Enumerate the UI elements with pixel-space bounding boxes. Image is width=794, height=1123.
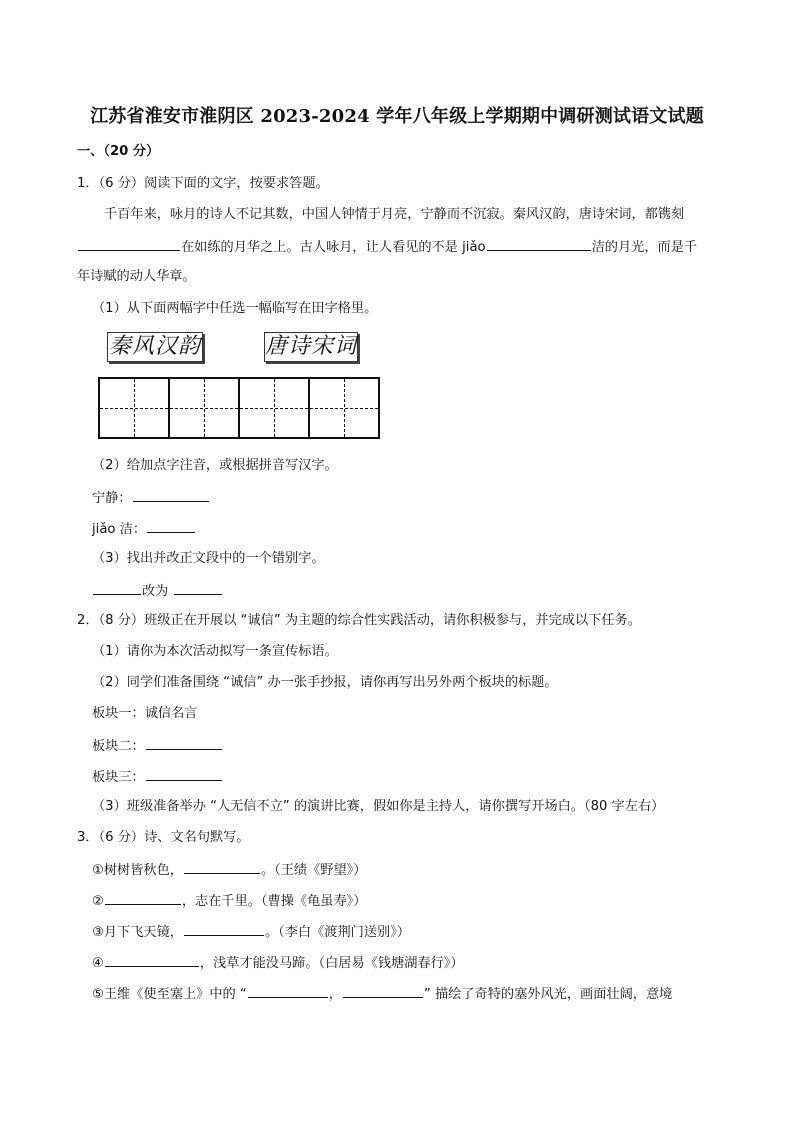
answer-blank[interactable] (174, 581, 222, 595)
q1-stem: 1．（6 分）阅读下面的文字，按要求答题。 (77, 176, 329, 191)
q1-sub2-b (92, 519, 196, 539)
answer-blank[interactable] (487, 237, 591, 251)
answer-blank[interactable] (105, 891, 181, 905)
q3-item-1: ①树树皆秋色， 。（王绩《野望》） (92, 860, 366, 880)
answer-blank[interactable] (343, 984, 423, 998)
q3-item-4: ④ ，浅草才能没马蹄。（白居易《钱塘湖春行》） (92, 953, 464, 973)
answer-blank[interactable] (133, 488, 209, 502)
q3-item-5: ⑤王维《使至塞上》中的 “ ， ” 描绘了奇特的塞外风光，画面壮阔，意境 (92, 984, 672, 1004)
q2-stem: 2．（8 分）班级正在开展以 “诚信” 为主题的综合性实践活动，请你积极参与，并完成以下任务。 (77, 613, 641, 628)
q2-block-2 (92, 736, 223, 756)
q1-sub2-a-label: 宁静： (92, 491, 132, 506)
q1-sub3-fix-label: 改为 (142, 584, 169, 599)
grid-cell[interactable] (170, 379, 240, 437)
q1-sub2: （2）给加点字注音，或根据拼音写汉字。 (92, 458, 338, 473)
q1-paragraph-text: 在如练的月华之上。古人咏月，让人看见的不是 jiǎo (181, 240, 486, 255)
grid-cell[interactable] (310, 379, 378, 437)
q1-sub2-b-label: jiǎo 洁： (92, 522, 147, 537)
page-title: 江苏省淮安市淮阴区 2023-2024 学年八年级上学期期中调研测试语文试题 (90, 106, 704, 127)
section-heading: 一、（20 分） (77, 144, 160, 159)
q1-sub3-fix (92, 581, 223, 601)
q2-block-3 (92, 767, 223, 787)
q2-block-1: 板块一：诚信名言 (92, 706, 198, 721)
calligraphy-sample-2: 唐诗宋词 (264, 332, 358, 362)
calligraphy-sample-1: 秦风汉韵 (107, 332, 203, 362)
answer-blank[interactable] (146, 736, 222, 750)
q1-sub2-a (92, 488, 210, 508)
answer-blank[interactable] (105, 953, 199, 967)
answer-blank[interactable] (248, 984, 328, 998)
q1-paragraph-line-3: 年诗赋的动人华章。 (77, 269, 196, 284)
grid-cell[interactable] (100, 379, 170, 437)
answer-blank[interactable] (147, 519, 195, 533)
q1-paragraph-line-2 (77, 237, 697, 257)
tianzige-grid[interactable] (98, 377, 380, 439)
q2-block-3-label: 板块三： (92, 770, 145, 785)
grid-cell[interactable] (240, 379, 310, 437)
q2-sub2: （2）同学们准备围绕 “诚信” 办一张手抄报，请你再写出另外两个板块的标题。 (92, 675, 558, 690)
answer-blank[interactable] (184, 922, 264, 936)
q2-sub3: （3）班级准备举办 “人无信不立” 的演讲比赛，假如你是主持人，请你撰写开场白。（80 字左右） (92, 799, 665, 814)
q1-sub3: （3）找出并改正文段中的一个错别字。 (92, 551, 325, 566)
q1-paragraph-line-1: 千百年来，咏月的诗人不记其数，中国人钟情于月亮，宁静而不沉寂。秦风汉韵，唐诗宋词，都镌刻 (104, 207, 685, 222)
q1-sub1: （1）从下面两幅字中任选一幅临写在田字格里。 (92, 301, 378, 316)
q3-stem: 3．（6 分）诗、文名句默写。 (77, 830, 250, 845)
answer-blank[interactable] (78, 237, 180, 251)
q3-item-3: ③月下飞天镜， 。（李白《渡荆门送别》） (92, 922, 410, 942)
q2-sub1: （1）请你为本次活动拟写一条宣传标语。 (92, 644, 338, 659)
answer-blank[interactable] (184, 860, 260, 874)
q3-item-2: ② ，志在千里。（曹操《龟虽寿》） (92, 891, 366, 911)
answer-blank[interactable] (146, 767, 222, 781)
q2-block-2-label: 板块二： (92, 739, 145, 754)
answer-blank[interactable] (93, 581, 141, 595)
q1-paragraph-text: 洁的月光，而是千 (591, 240, 698, 255)
